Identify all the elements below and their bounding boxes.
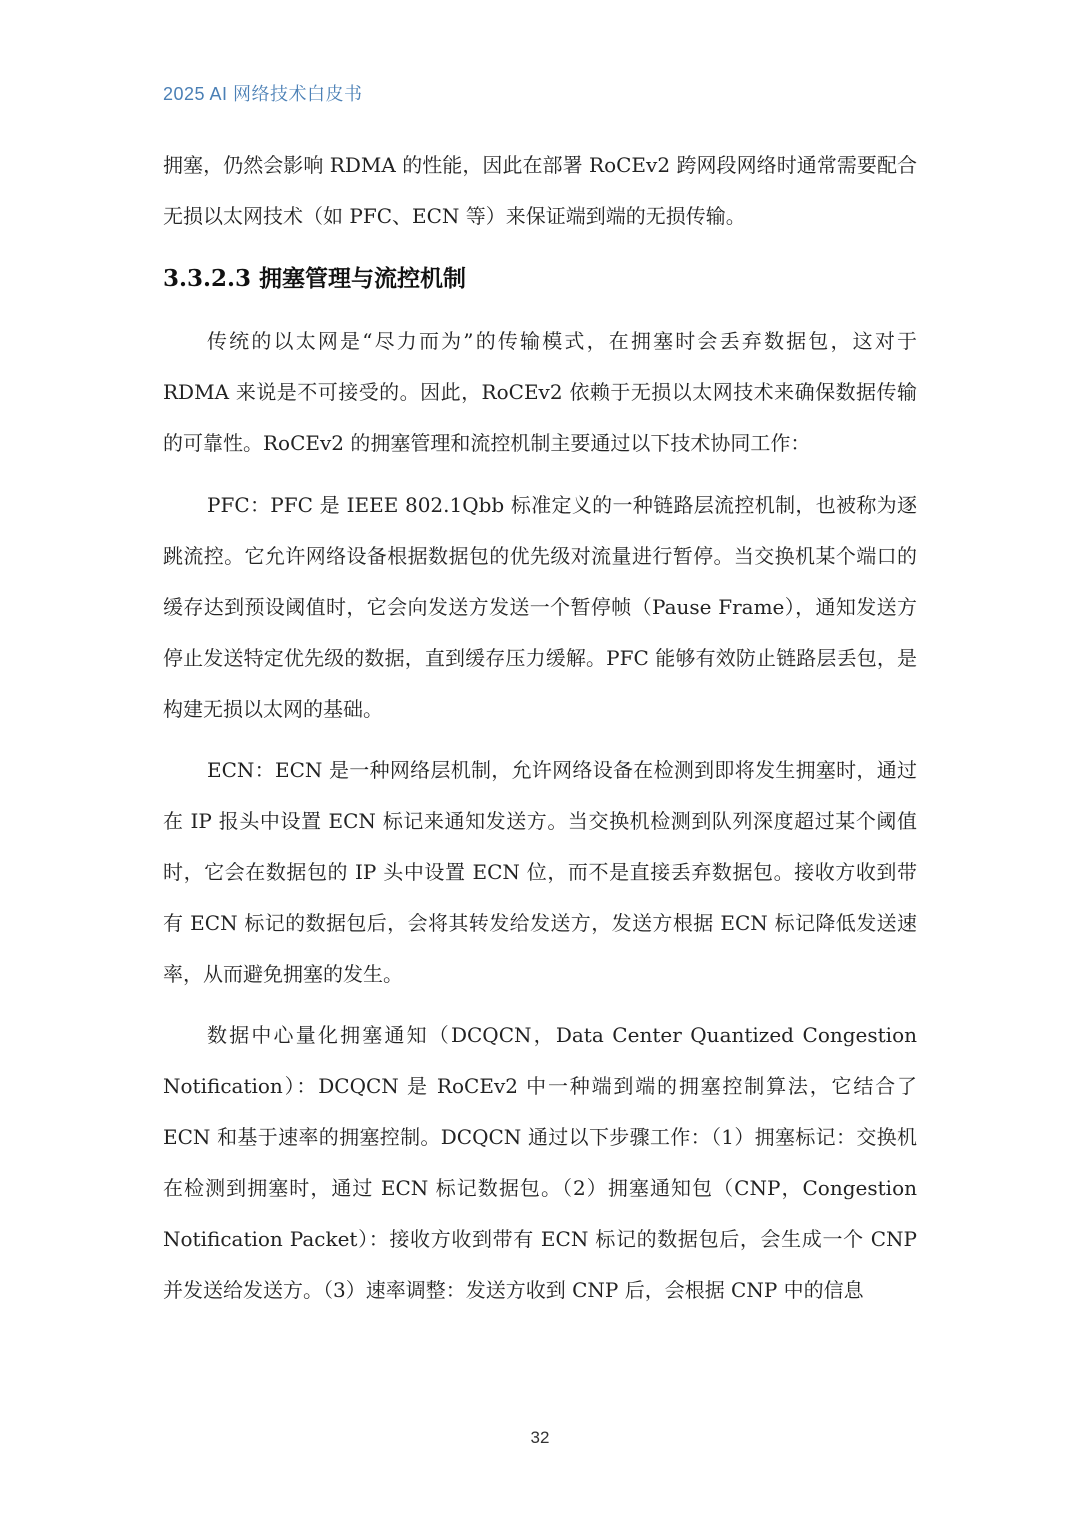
section-heading: 3.3.2.3 拥塞管理与流控机制 (163, 265, 467, 292)
paragraph-ecn: ECN：ECN 是一种网络层机制，允许网络设备在检测到即将发生拥塞时，通过在 IP 报头中设置 ECN 标记来通知发送方。当交换机检测到队列深度超过某个阈值时，它会在数据包的 IP 头中设置 ECN 位，而不是直接丢弃数据包。接收方收到带有 ECN 标记的数据包后，会将其转发给发送方，发送方根据 ECN 标记降低发送速率，从而避免拥塞的发生。 (163, 758, 917, 986)
paragraph-intro: 传统的以太网是“尽力而为”的传输模式，在拥塞时会丢弃数据包，这对于 RDMA 来说是不可接受的。因此，RoCEv2 依赖于无损以太网技术来确保数据传输的可靠性。RoCEv2 的拥塞管理和流控机制主要通过以下技术协同工作： (163, 329, 917, 455)
running-header-title: 2025 AI 网络技术白皮书 (163, 84, 363, 104)
paragraph-dcqcn: 数据中心量化拥塞通知（DCQCN，Data Center Quantized Congestion Notification）：DCQCN 是 RoCEv2 中一种端到端的拥塞控制算法，它结合了 ECN 和基于速率的拥塞控制。DCQCN 通过以下步骤工作：（1）拥塞标记：交换机在检测到拥塞时，通过 ECN 标记数据包。（2）拥塞通知包（CNP，Congestion Notification Packet）：接收方收到带有 ECN 标记的数据包后，会生成一个 CNP 并发送给发送方。（3）速率调整：发送方收到 CNP 后，会根据 CNP 中的信息 (163, 1023, 917, 1302)
continued-paragraph: 拥塞，仍然会影响 RDMA 的性能，因此在部署 RoCEv2 跨网段网络时通常需要配合无损以太网技术（如 PFC、ECN 等）来保证端到端的无损传输。 (163, 153, 917, 228)
page-number: 32 (530, 1428, 550, 1447)
paragraph-pfc: PFC：PFC 是 IEEE 802.1Qbb 标准定义的一种链路层流控机制，也被称为逐跳流控。它允许网络设备根据数据包的优先级对流量进行暂停。当交换机某个端口的缓存达到预设阈值时，它会向发送方发送一个暂停帧（Pause Frame），通知发送方停止发送特定优先级的数据，直到缓存压力缓解。PFC 能够有效防止链路层丢包，是构建无损以太网的基础。 (163, 493, 917, 721)
